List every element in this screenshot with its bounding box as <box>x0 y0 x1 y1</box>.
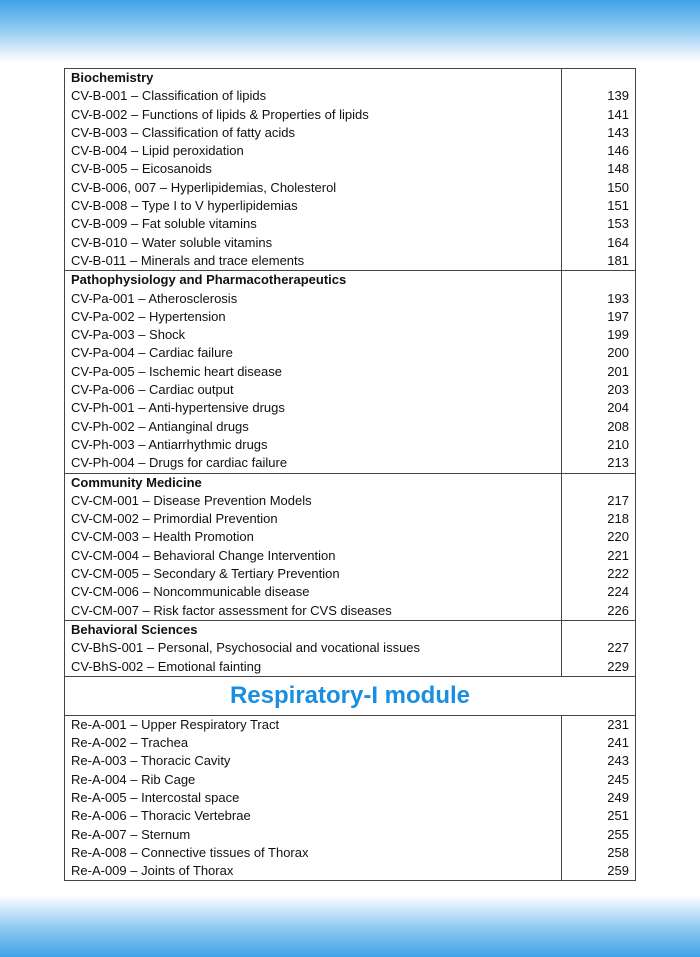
toc-entry-row <box>65 215 636 233</box>
entry-title: CV-B-004 – Lipid peroxidation <box>65 142 562 160</box>
section-heading-page-cell <box>562 620 636 639</box>
entry-page-number: 241 <box>562 734 636 752</box>
entry-title: CV-B-010 – Water soluble vitamins <box>65 234 562 252</box>
entry-title: CV-Pa-003 – Shock <box>65 326 562 344</box>
entry-title: Re-A-002 – Trachea <box>65 734 562 752</box>
toc-body <box>65 69 636 881</box>
toc-entry-row <box>65 106 636 124</box>
entry-page-number: 224 <box>562 583 636 601</box>
toc-entry-row <box>65 234 636 252</box>
entry-page-number: 141 <box>562 106 636 124</box>
section-heading-row <box>65 473 636 492</box>
toc-entry-row <box>65 399 636 417</box>
toc-entry-row <box>65 658 636 677</box>
entry-title: Re-A-004 – Rib Cage <box>65 771 562 789</box>
toc-entry-row <box>65 752 636 770</box>
entry-title: CV-Ph-002 – Antianginal drugs <box>65 418 562 436</box>
entry-title: CV-Pa-004 – Cardiac failure <box>65 344 562 362</box>
entry-page-number: 226 <box>562 602 636 621</box>
toc-entry-row <box>65 602 636 621</box>
module-heading: Respiratory-I module <box>65 676 636 715</box>
entry-page-number: 204 <box>562 399 636 417</box>
entry-page-number: 222 <box>562 565 636 583</box>
bottom-decorative-band <box>0 895 700 957</box>
entry-page-number: 208 <box>562 418 636 436</box>
entry-title: Re-A-007 – Sternum <box>65 826 562 844</box>
entry-title: CV-B-003 – Classification of fatty acids <box>65 124 562 142</box>
entry-title: CV-B-006, 007 – Hyperlipidemias, Cholesterol <box>65 179 562 197</box>
toc-entry-row <box>65 734 636 752</box>
section-heading-row <box>65 271 636 290</box>
entry-title: Re-A-003 – Thoracic Cavity <box>65 752 562 770</box>
entry-title: Re-A-008 – Connective tissues of Thorax <box>65 844 562 862</box>
entry-title: CV-B-009 – Fat soluble vitamins <box>65 215 562 233</box>
entry-page-number: 231 <box>562 715 636 734</box>
entry-page-number: 199 <box>562 326 636 344</box>
entry-page-number: 200 <box>562 344 636 362</box>
entry-title: CV-BhS-002 – Emotional fainting <box>65 658 562 677</box>
section-heading: Biochemistry <box>65 69 562 88</box>
toc-entry-row <box>65 454 636 473</box>
entry-page-number: 227 <box>562 639 636 657</box>
toc-entry-row <box>65 160 636 178</box>
entry-title: Re-A-006 – Thoracic Vertebrae <box>65 807 562 825</box>
entry-page-number: 258 <box>562 844 636 862</box>
entry-title: CV-Pa-006 – Cardiac output <box>65 381 562 399</box>
toc-entry-row <box>65 326 636 344</box>
entry-page-number: 210 <box>562 436 636 454</box>
entry-title: Re-A-001 – Upper Respiratory Tract <box>65 715 562 734</box>
entry-title: CV-B-011 – Minerals and trace elements <box>65 252 562 271</box>
entry-title: CV-CM-001 – Disease Prevention Models <box>65 492 562 510</box>
entry-page-number: 251 <box>562 807 636 825</box>
toc-entry-row <box>65 308 636 326</box>
entry-page-number: 164 <box>562 234 636 252</box>
entry-title: CV-CM-005 – Secondary & Tertiary Prevention <box>65 565 562 583</box>
entry-page-number: 243 <box>562 752 636 770</box>
section-heading-page-cell <box>562 69 636 88</box>
toc-entry-row <box>65 142 636 160</box>
entry-page-number: 218 <box>562 510 636 528</box>
entry-title: CV-B-008 – Type I to V hyperlipidemias <box>65 197 562 215</box>
toc-entry-row <box>65 844 636 862</box>
entry-page-number: 150 <box>562 179 636 197</box>
entry-title: CV-CM-002 – Primordial Prevention <box>65 510 562 528</box>
section-heading: Community Medicine <box>65 473 562 492</box>
entry-title: Re-A-009 – Joints of Thorax <box>65 862 562 881</box>
toc-entry-row <box>65 363 636 381</box>
entry-title: CV-Pa-005 – Ischemic heart disease <box>65 363 562 381</box>
entry-page-number: 146 <box>562 142 636 160</box>
entry-page-number: 181 <box>562 252 636 271</box>
toc-entry-row <box>65 583 636 601</box>
entry-page-number: 221 <box>562 547 636 565</box>
entry-title: CV-B-001 – Classification of lipids <box>65 87 562 105</box>
entry-page-number: 229 <box>562 658 636 677</box>
toc-entry-row <box>65 715 636 734</box>
toc-entry-row <box>65 252 636 271</box>
toc-entry-row <box>65 639 636 657</box>
toc-entry-row <box>65 290 636 308</box>
entry-title: CV-Ph-001 – Anti-hypertensive drugs <box>65 399 562 417</box>
entry-title: CV-CM-004 – Behavioral Change Intervention <box>65 547 562 565</box>
section-heading-page-cell <box>562 473 636 492</box>
toc-entry-row <box>65 418 636 436</box>
toc-entry-row <box>65 344 636 362</box>
section-heading-row <box>65 620 636 639</box>
toc-entry-row <box>65 436 636 454</box>
entry-title: CV-B-002 – Functions of lipids & Properties of lipids <box>65 106 562 124</box>
toc-entry-row <box>65 771 636 789</box>
toc-entry-row <box>65 862 636 881</box>
entry-page-number: 151 <box>562 197 636 215</box>
toc-entry-row <box>65 789 636 807</box>
entry-title: CV-CM-006 – Noncommunicable disease <box>65 583 562 601</box>
top-decorative-band <box>0 0 700 62</box>
entry-page-number: 201 <box>562 363 636 381</box>
entry-page-number: 148 <box>562 160 636 178</box>
entry-title: CV-B-005 – Eicosanoids <box>65 160 562 178</box>
entry-page-number: 213 <box>562 454 636 473</box>
entry-page-number: 153 <box>562 215 636 233</box>
toc-entry-row <box>65 492 636 510</box>
entry-page-number: 143 <box>562 124 636 142</box>
entry-title: CV-Ph-004 – Drugs for cardiac failure <box>65 454 562 473</box>
entry-page-number: 255 <box>562 826 636 844</box>
entry-page-number: 197 <box>562 308 636 326</box>
module-heading-row <box>65 676 636 715</box>
toc-entry-row <box>65 826 636 844</box>
toc-entry-row <box>65 547 636 565</box>
toc-entry-row <box>65 565 636 583</box>
table-of-contents <box>64 68 636 881</box>
entry-page-number: 139 <box>562 87 636 105</box>
section-heading: Behavioral Sciences <box>65 620 562 639</box>
entry-title: CV-Pa-001 – Atherosclerosis <box>65 290 562 308</box>
section-heading-page-cell <box>562 271 636 290</box>
toc-entry-row <box>65 807 636 825</box>
entry-page-number: 259 <box>562 862 636 881</box>
entry-title: CV-CM-007 – Risk factor assessment for CVS diseases <box>65 602 562 621</box>
entry-page-number: 245 <box>562 771 636 789</box>
section-heading-row <box>65 69 636 88</box>
entry-title: Re-A-005 – Intercostal space <box>65 789 562 807</box>
entry-page-number: 220 <box>562 528 636 546</box>
entry-page-number: 249 <box>562 789 636 807</box>
entry-title: CV-CM-003 – Health Promotion <box>65 528 562 546</box>
toc-entry-row <box>65 528 636 546</box>
toc-entry-row <box>65 510 636 528</box>
toc-entry-row <box>65 381 636 399</box>
toc-entry-row <box>65 124 636 142</box>
entry-title: CV-Ph-003 – Antiarrhythmic drugs <box>65 436 562 454</box>
entry-title: CV-BhS-001 – Personal, Psychosocial and vocational issues <box>65 639 562 657</box>
entry-title: CV-Pa-002 – Hypertension <box>65 308 562 326</box>
entry-page-number: 203 <box>562 381 636 399</box>
section-heading: Pathophysiology and Pharmacotherapeutics <box>65 271 562 290</box>
entry-page-number: 217 <box>562 492 636 510</box>
toc-entry-row <box>65 179 636 197</box>
toc-entry-row <box>65 87 636 105</box>
toc-entry-row <box>65 197 636 215</box>
entry-page-number: 193 <box>562 290 636 308</box>
